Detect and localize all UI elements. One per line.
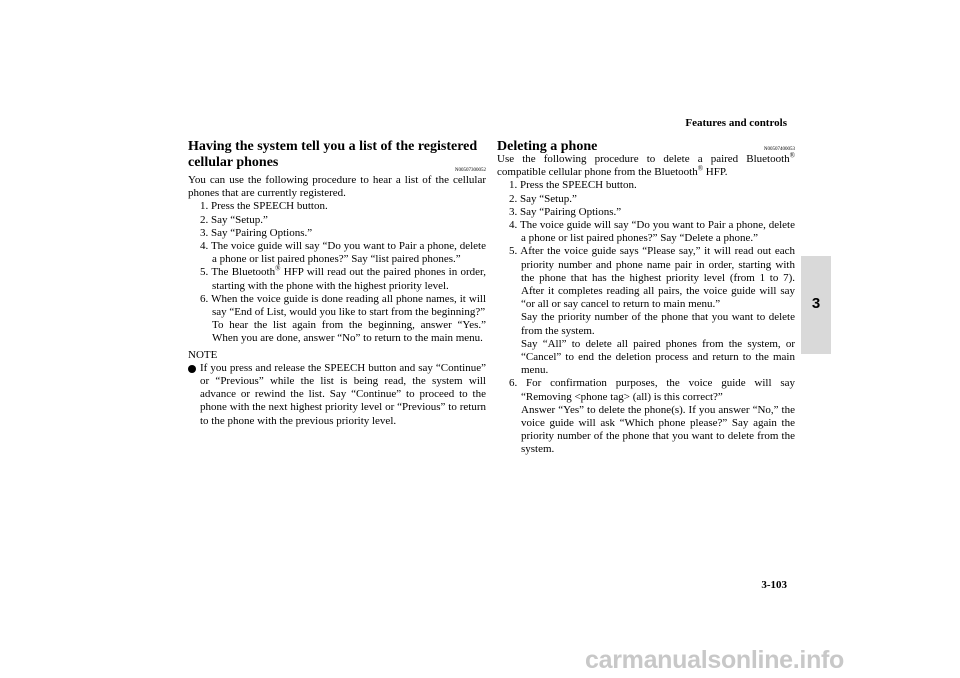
- step-4: 4. The voice guide will say “Do you want to Pair a phone, delete a phone or list paired phones?” Say “list paired phones.”: [200, 240, 486, 266]
- chapter-tab: [801, 256, 831, 354]
- step-6: 6. For confirmation purposes, the voice guide will say “Removing <phone tag> (all) is this correct?”: [509, 377, 795, 403]
- step-list: [497, 179, 795, 456]
- step-5-continuation: Say “All” to delete all paired phones from the system, or “Cancel” to end the deletion process and return to the main menu.: [521, 337, 795, 377]
- bullet-icon: [188, 365, 196, 373]
- watermark: carmanualsonline.info: [585, 646, 845, 674]
- step-1: 1. Press the SPEECH button.: [509, 179, 637, 192]
- right-column: [497, 139, 795, 457]
- section-intro: Use the following procedure to delete a paired Bluetooth® compatible cellular phone from the Bluetooth® HFP.: [497, 151, 795, 179]
- step-5-continuation: Say the priority number of the phone that you want to delete from the system.: [521, 311, 795, 337]
- section-intro: You can use the following procedure to hear a list of the cellular phones that are currently registered.: [188, 174, 486, 200]
- step-5: 5. After the voice guide says “Please say,” it will read out each priority number and phone name pair in order, starting with the phone that has the highest priority level (from 1 to 7). After it completes reading all pairs, the voice guide will say “or all or say cancel to return to main menu.”: [509, 245, 795, 311]
- page-number: 3-103: [761, 579, 787, 591]
- note-text: If you press and release the SPEECH button and say “Continue” or “Previous” while the list is being read, the system will advance or rewind the list. Say “Continue” to proceed to the phone with the next highest priority level or “Previous” to return to the phone with the previous priority level.: [200, 361, 486, 427]
- step-4: 4. The voice guide will say “Do you want to Pair a phone, delete a phone or list paired phones?” Say “Delete a phone.”: [509, 219, 795, 245]
- step-6-continuation: To hear the list again from the beginning, answer “Yes.” When you are done, answer “No” to return to the main menu.: [212, 319, 486, 345]
- step-2: 2. Say “Setup.”: [200, 213, 268, 226]
- step-3: 3. Say “Pairing Options.”: [200, 226, 313, 239]
- step-1: 1. Press the SPEECH button.: [200, 200, 328, 213]
- section-title-list-phones: Having the system tell you a list of the registered cellular phones: [188, 139, 478, 170]
- step-2: 2. Say “Setup.”: [509, 192, 577, 205]
- page-header: Features and controls: [685, 117, 787, 129]
- note-item: [188, 362, 486, 428]
- step-3: 3. Say “Pairing Options.”: [509, 205, 622, 218]
- step-5: 5. The Bluetooth® HFP will read out the paired phones in order, starting with the phone with the highest priority level.: [200, 264, 486, 292]
- step-6-continuation: Answer “Yes” to delete the phone(s). If you answer “No,” the voice guide will ask “Which phone please?” Say again the priority number of the phone that you want to delete from the system.: [521, 403, 795, 456]
- section-title-deleting-phone: Deleting a phone: [497, 139, 598, 154]
- left-column: [188, 139, 486, 428]
- section-code: N00507400053: [763, 147, 795, 152]
- note-label: NOTE: [188, 348, 218, 361]
- step-list: [188, 200, 486, 345]
- chapter-tab-number: 3: [811, 295, 821, 312]
- step-6: 6. When the voice guide is done reading all phone names, it will say “End of List, would you like to start from the beginning?”: [200, 292, 486, 319]
- section-code: N00507300052: [454, 168, 486, 173]
